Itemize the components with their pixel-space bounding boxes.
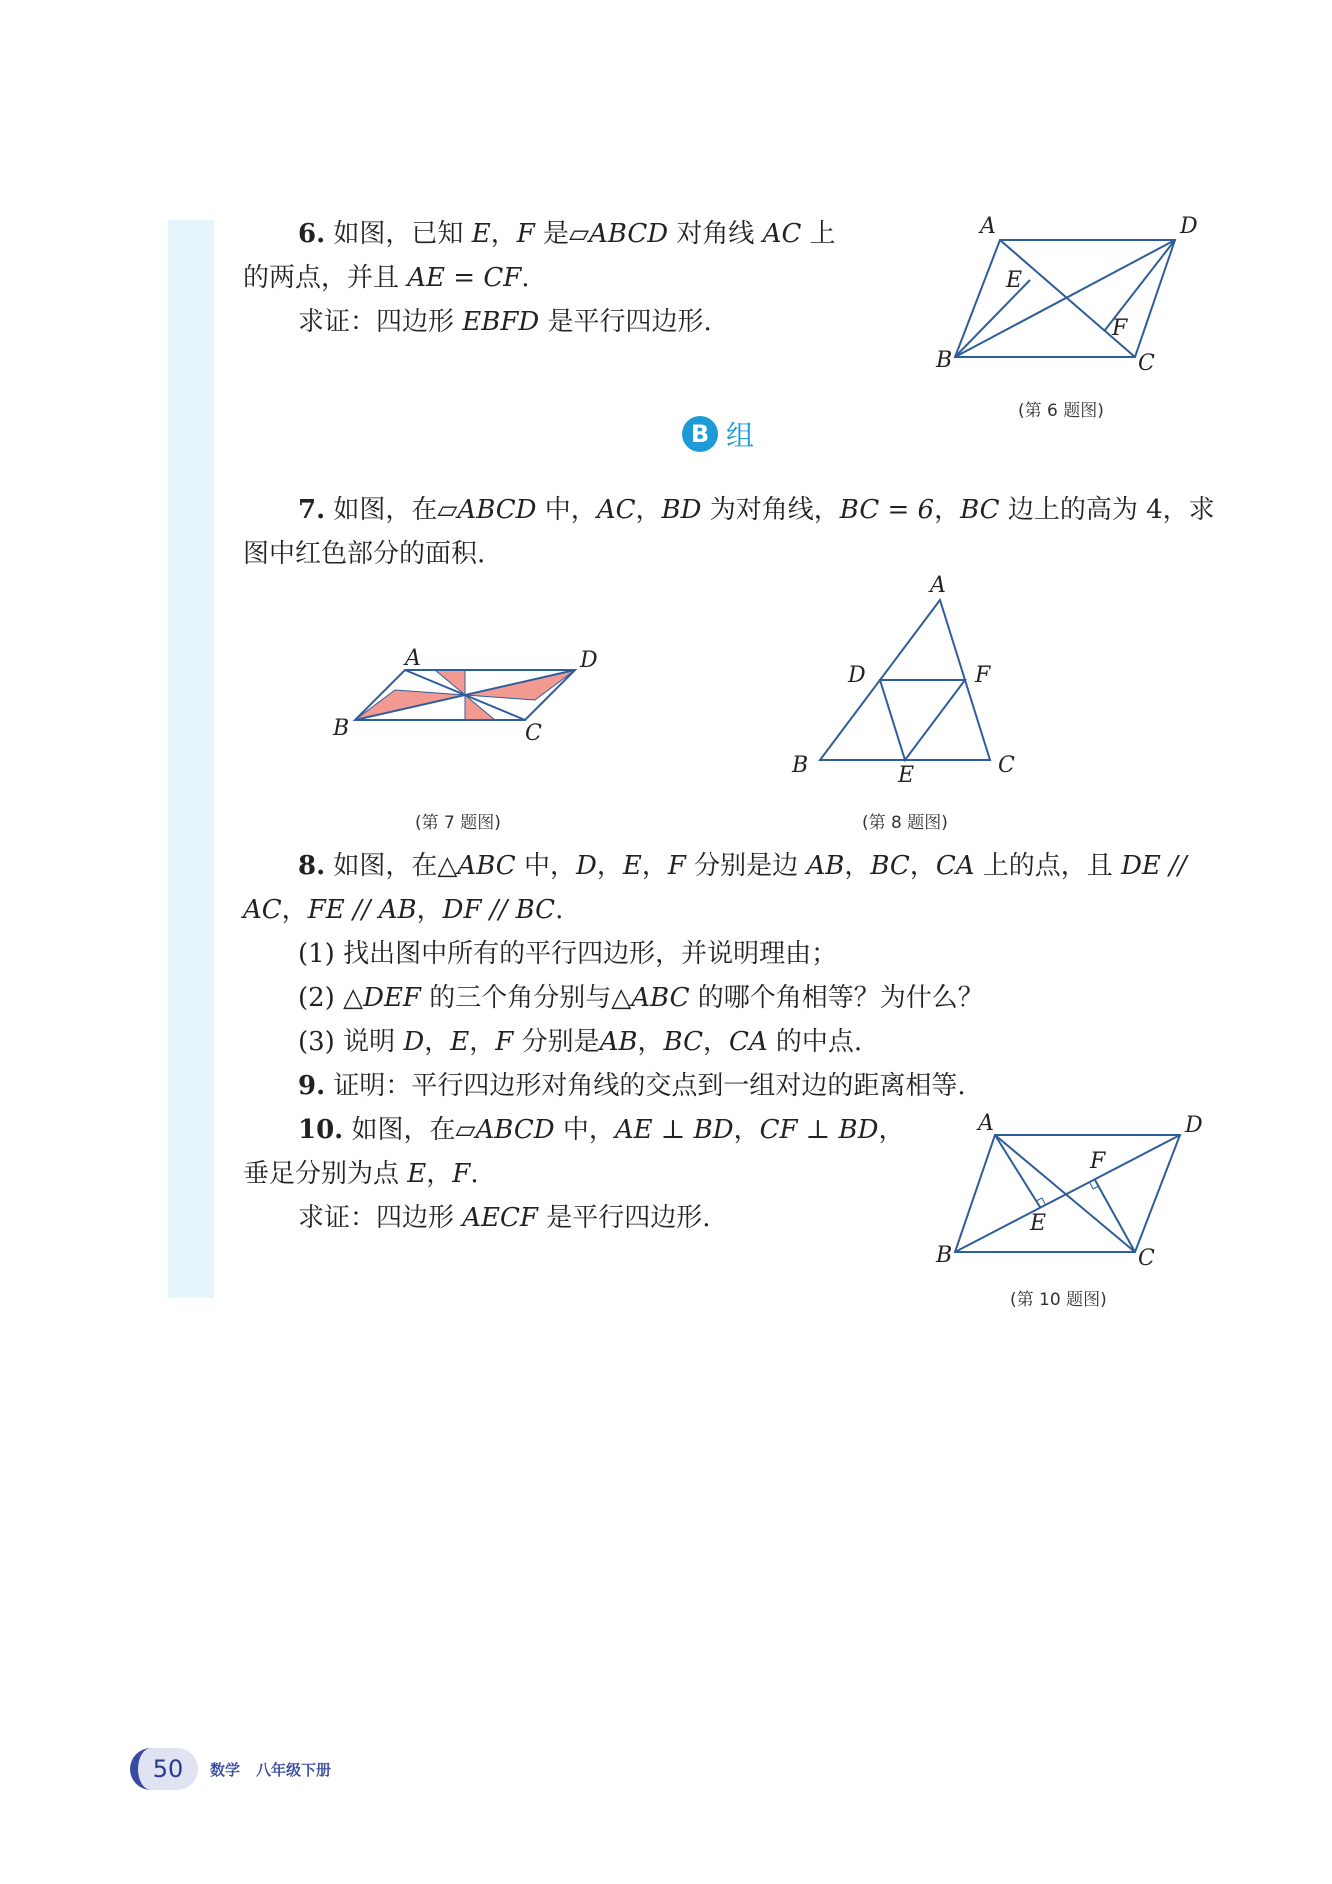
margin-band — [168, 220, 214, 1298]
problem-9: 9. 证明：平行四边形对角线的交点到一组对边的距离相等. — [298, 1071, 966, 1101]
problem-6-line-1: 6. 如图，已知 E，F 是▱ABCD 对角线 AC 上 — [298, 219, 836, 249]
fig7-label-b: B — [333, 716, 350, 741]
fig10-label-d: D — [1185, 1113, 1203, 1138]
footer-subject: 数学 — [210, 1760, 241, 1779]
figure-7 — [325, 640, 645, 790]
fig8-label-e: E — [898, 763, 915, 788]
problem-10-line-1: 10. 如图，在▱ABCD 中，AE ⊥ BD，CF ⊥ BD， — [298, 1115, 905, 1145]
fig6-label-f: F — [1112, 316, 1128, 341]
fig6-label-c: C — [1138, 351, 1155, 376]
problem-8-question-3: (3) 说明 D，E，F 分别是AB，BC，CA 的中点. — [298, 1027, 863, 1057]
problem-6-line-3: 求证：四边形 EBFD 是平行四边形. — [298, 307, 712, 337]
fig10-label-a: A — [978, 1111, 994, 1136]
problem-6-line-2: 的两点，并且 AE = CF. — [243, 263, 530, 293]
fig10-label-b: B — [936, 1243, 953, 1268]
group-b-badge: B — [682, 416, 718, 452]
figure-7-caption: (第 7 题图) — [415, 813, 501, 833]
problem-8-question-2: (2) △DEF 的三个角分别与△ABC 的哪个角相等？为什么？ — [298, 983, 984, 1013]
figure-10-caption: (第 10 题图) — [1010, 1290, 1107, 1310]
fig8-label-a: A — [930, 573, 946, 598]
figure-8 — [780, 570, 1040, 790]
figure-6 — [930, 215, 1200, 375]
fig7-label-d: D — [580, 648, 598, 673]
group-b-heading — [682, 414, 754, 454]
fig7-label-c: C — [525, 721, 542, 746]
fig8-label-b: B — [792, 753, 809, 778]
fig8-label-c: C — [998, 753, 1015, 778]
fig6-label-e: E — [1006, 268, 1023, 293]
figure-8-caption: (第 8 题图) — [862, 813, 948, 833]
footer-book-title: 八年级下册 — [256, 1760, 332, 1779]
fig10-label-f: F — [1090, 1149, 1106, 1174]
fig10-label-c: C — [1138, 1246, 1155, 1271]
figure-6-caption: (第 6 题图) — [1018, 401, 1104, 421]
fig6-label-d: D — [1180, 214, 1198, 239]
figure-10 — [930, 1110, 1210, 1270]
problem-10-line-2: 垂足分别为点 E，F. — [243, 1159, 479, 1189]
problem-8-line-2: AC，FE // AB，DF // BC. — [243, 895, 564, 925]
page-number: 50 — [130, 1748, 198, 1790]
problem-7-line-2: 图中红色部分的面积. — [243, 539, 486, 569]
fig8-label-d: D — [848, 663, 866, 688]
fig8-label-f: F — [975, 663, 991, 688]
page-footer — [130, 1748, 331, 1790]
fig7-label-a: A — [405, 646, 421, 671]
fig10-label-e: E — [1030, 1211, 1047, 1236]
problem-7-line-1: 7. 如图，在▱ABCD 中，AC，BD 为对角线，BC = 6，BC 边上的高为 4，求 — [298, 495, 1215, 525]
problem-8-question-1: (1) 找出图中所有的平行四边形，并说明理由； — [298, 939, 838, 969]
problem-8-line-1: 8. 如图，在△ABC 中，D，E，F 分别是边 AB，BC，CA 上的点，且 DE // — [298, 851, 1187, 881]
group-b-label: 组 — [726, 419, 755, 452]
fig6-label-b: B — [936, 348, 953, 373]
problem-10-line-3: 求证：四边形 AECF 是平行四边形. — [298, 1203, 711, 1233]
fig6-label-a: A — [980, 214, 996, 239]
